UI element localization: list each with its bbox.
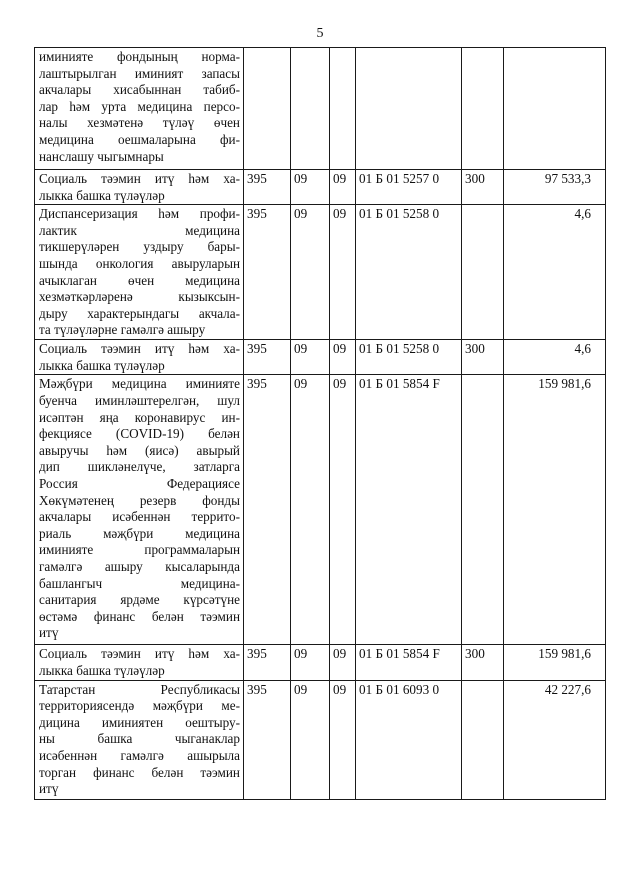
section-code-cell: 09 <box>291 170 330 205</box>
item-name-line: территориясендә мәҗбүри ме- <box>39 698 240 714</box>
item-name-line: ны башка чыганаклар <box>39 731 240 747</box>
item-name-line: дип шикләнелүче, затларга <box>39 459 240 475</box>
table-body <box>35 48 606 800</box>
item-name-line: риаль мәҗбүри медицина <box>39 525 240 541</box>
item-name-line: иминияте фондының норма- <box>39 49 240 64</box>
item-name-cell <box>35 645 244 680</box>
item-name-line: та түләүләрне гамәлгә ашыру <box>39 322 206 338</box>
section-code-cell: 09 <box>291 645 330 680</box>
item-name-line: лыкка башка түләүләр <box>39 662 165 678</box>
expense-type-cell <box>462 205 504 340</box>
item-name-line: фекциясе (COVID-19) белән <box>39 426 240 442</box>
section-code-cell <box>291 48 330 170</box>
amount-cell: 4,6 <box>504 205 606 340</box>
budget-table <box>34 47 606 800</box>
target-article-cell: 01 Б 01 5258 0 <box>356 340 462 375</box>
item-name-line: итү <box>39 625 59 641</box>
item-name-cell <box>35 170 244 205</box>
subsection-code-cell: 09 <box>330 645 356 680</box>
target-article-cell: 01 Б 01 5258 0 <box>356 205 462 340</box>
item-name-cell <box>35 340 244 375</box>
target-article-cell: 01 Б 01 6093 0 <box>356 680 462 799</box>
item-name-line: Хөкүмәтенең резерв фонды <box>39 492 240 508</box>
ministry-code-cell: 395 <box>244 340 291 375</box>
item-name-line: ачыклаган өчен медицина <box>39 272 240 288</box>
item-name-line: иминияте программаларын <box>39 542 240 558</box>
item-name-line: гамәлгә ашыру кысаларында <box>39 558 240 574</box>
amount-cell: 159 981,6 <box>504 645 606 680</box>
page-number: 5 <box>316 26 324 41</box>
item-name-line: нанслашу чыгымнары <box>39 148 164 164</box>
item-name-line: хезмәткәрләренә кызыксын- <box>39 289 240 305</box>
item-name-line: башлангыч медицина- <box>39 575 240 591</box>
item-name-line: лактик медицина <box>39 222 240 238</box>
amount-cell <box>504 48 606 170</box>
subsection-code-cell: 09 <box>330 205 356 340</box>
expense-type-cell <box>462 680 504 799</box>
table-row <box>35 205 606 340</box>
table-row <box>35 340 606 375</box>
item-name-cell <box>35 375 244 645</box>
amount-cell: 4,6 <box>504 340 606 375</box>
item-name-line: Мәҗбүри медицина иминияте <box>39 376 240 392</box>
section-code-cell: 09 <box>291 340 330 375</box>
section-code-cell: 09 <box>291 205 330 340</box>
item-name-line: Татарстан Республикасы <box>39 681 240 697</box>
amount-cell: 97 533,3 <box>504 170 606 205</box>
ministry-code-cell: 395 <box>244 205 291 340</box>
subsection-code-cell <box>330 48 356 170</box>
target-article-cell: 01 Б 01 5257 0 <box>356 170 462 205</box>
target-article-cell: 01 Б 01 5854 F <box>356 645 462 680</box>
amount-cell: 159 981,6 <box>504 375 606 645</box>
item-name-line: медицина оешмаларына фи- <box>39 131 240 147</box>
table-row <box>35 680 606 799</box>
item-name-line: акчалары исәбеннән террито- <box>39 509 240 525</box>
expense-type-cell <box>462 48 504 170</box>
table-row <box>35 375 606 645</box>
item-name-line: лар һәм урта медицина персо- <box>39 98 240 114</box>
subsection-code-cell: 09 <box>330 375 356 645</box>
item-name-line: шында онкология авыруларын <box>39 255 240 271</box>
target-article-cell: 01 Б 01 5854 F <box>356 375 462 645</box>
section-code-cell: 09 <box>291 375 330 645</box>
item-name-line: акчалары хисабыннан табиб- <box>39 82 240 98</box>
item-name-line: дицина иминиятен оештыру- <box>39 714 240 730</box>
table-row <box>35 645 606 680</box>
item-name-line: исәптән яңа коронавирус ин- <box>39 409 240 425</box>
subsection-code-cell: 09 <box>330 340 356 375</box>
table-row <box>35 48 606 170</box>
item-name-line: лыкка башка түләүләр <box>39 357 165 373</box>
ministry-code-cell: 395 <box>244 375 291 645</box>
item-name-line: торган финанс белән тәэмин <box>39 764 240 780</box>
expense-type-cell: 300 <box>462 340 504 375</box>
item-name-line: Социаль тәэмин итү һәм ха- <box>39 171 240 186</box>
item-name-line: тикшерүләрен уздыру бары- <box>39 239 240 255</box>
item-name-line: итү <box>39 781 59 797</box>
item-name-line: буенча иминләштерелгән, шул <box>39 392 240 408</box>
item-name-line: дыру характерындагы акчала- <box>39 305 240 321</box>
ministry-code-cell: 395 <box>244 170 291 205</box>
item-name-cell <box>35 205 244 340</box>
expense-type-cell <box>462 375 504 645</box>
table-row <box>35 170 606 205</box>
item-name-line: исәбеннән гамәлгә ашырыла <box>39 747 240 763</box>
ministry-code-cell: 395 <box>244 645 291 680</box>
item-name-line: лаштырылган иминият запасы <box>39 65 240 81</box>
item-name-line: Социаль тәэмин итү һәм ха- <box>39 341 240 357</box>
item-name-line: Диспансеризация һәм профи- <box>39 206 240 222</box>
item-name-line: налы хезмәтенә түләү өчен <box>39 115 240 131</box>
item-name-line: авыручы һәм (яисә) авырый <box>39 442 240 458</box>
section-code-cell: 09 <box>291 680 330 799</box>
ministry-code-cell <box>244 48 291 170</box>
target-article-cell <box>356 48 462 170</box>
ministry-code-cell: 395 <box>244 680 291 799</box>
subsection-code-cell: 09 <box>330 170 356 205</box>
item-name-cell <box>35 680 244 799</box>
item-name-line: Социаль тәэмин итү һәм ха- <box>39 646 240 662</box>
item-name-line: лыкка башка түләүләр <box>39 187 165 203</box>
item-name-line: өстәмә финанс белән тәэмин <box>39 608 240 624</box>
expense-type-cell: 300 <box>462 645 504 680</box>
expense-type-cell: 300 <box>462 170 504 205</box>
item-name-line: санитария ярдәме күрсәтүне <box>39 592 240 608</box>
amount-cell: 42 227,6 <box>504 680 606 799</box>
item-name-line: Россия Федерациясе <box>39 475 240 491</box>
item-name-cell <box>35 48 244 170</box>
subsection-code-cell: 09 <box>330 680 356 799</box>
